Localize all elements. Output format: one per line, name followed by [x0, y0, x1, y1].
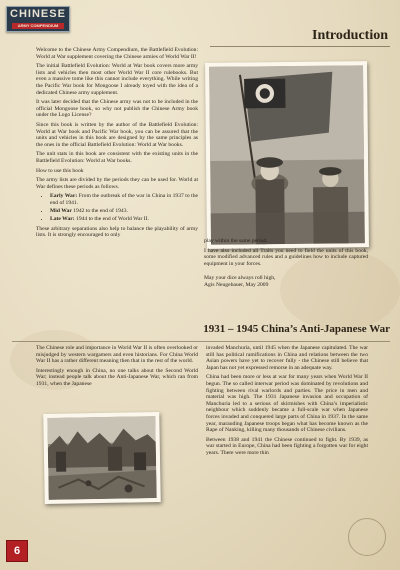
war-paragraph: invaded Manchuria, until 1945 when the Japanese capitulated. The war still has political ramifications in China and relations between the two Asian powers have yet to recover fully - the Chinese still believe that Japan has not yet expressed remorse in an adequate way. — [206, 345, 368, 371]
war-right-column — [206, 345, 368, 460]
intro-paragraph: These arbitrary separations also help to balance the playability of army lists. It is strongly encouraged to only — [36, 225, 198, 239]
intro-paragraph: play within the same period. — [204, 238, 268, 244]
intro-paragraph: Welcome to the Chinese Army Compendium, the Battlefield Evolution: World at War supplement covering the Chinese armies of World War II! — [36, 47, 198, 60]
flag-soldiers-image — [209, 65, 365, 245]
period-label: Early War: — [50, 193, 78, 200]
war-paragraph: Interestingly enough in China, no one talks about the Second World War; instead people talk about the Anti-Japanese War, which ran from 1931, when the Japanese — [36, 367, 198, 387]
war-paragraph: China had been more or less at war for many years when World War II begun. The so called interwar period was dominated by revolutions and fighting between rival warlords and parties. The price in men and material was high. The 1931 Japanese invasion and occupation of Manchuria led to a serious of skirmishes with China’s imperialistic neighbour which suddenly became a full-scale war when Japanese forces invaded and conquered large parts of China in 1937. In the same year, marauding Japanese troops began what has become known as the Rape of Nanking, killing many thousands of Chinese civilians. — [206, 374, 368, 434]
period-item — [50, 193, 198, 206]
period-label: Mid War — [50, 207, 72, 214]
period-text: 1944 to the end of World War II. — [76, 216, 149, 223]
war-left-column — [36, 345, 198, 391]
intro-paragraph: The unit stats in this book are consistent with the existing units in the Battlefield Evolution: World at War books. — [36, 151, 198, 164]
period-text: From the outbreak of the war in China in 1937 to the end of 1941. — [50, 193, 198, 206]
logo-title: CHINESE — [10, 8, 66, 20]
intro-left-column — [36, 47, 198, 242]
signoff-line: May your dice always roll high, — [204, 275, 276, 282]
period-label: Late War: — [50, 216, 75, 223]
ruined-city-image — [47, 416, 156, 500]
war-paragraph: Between 1938 and 1941 the Chinese continued to fight. By 1939, as war started in Europe, China had been fighting a forgotten war for eight years. There were more thin — [206, 436, 368, 456]
period-list — [36, 193, 198, 222]
intro-heading: Introduction — [312, 28, 388, 43]
page-number-badge: 6 — [6, 540, 28, 562]
intro-right-column — [204, 238, 368, 292]
subheading-how-to-use: How to use this book — [36, 167, 84, 174]
chinese-compendium-logo — [6, 6, 70, 32]
logo-subtitle: ARMY COMPENDIUM — [12, 23, 64, 29]
period-text: 1942 to the end of 1943. — [73, 207, 128, 214]
war-heading: 1931 – 1945 China’s Anti-Japanese War — [203, 323, 390, 335]
heading-rule — [12, 341, 390, 342]
compass-decoration — [348, 518, 386, 556]
flag-soldiers-photo — [205, 61, 369, 249]
signoff-author: Agis Neugebauer, May 2009 — [204, 281, 269, 288]
intro-paragraph: I have also included all Traits you need to field the units of this book, some modified advanced rules and a guidelines how to include captured equipment in your forces. — [204, 247, 368, 267]
intro-paragraph: It was later decided that the Chinese army was not to be included in the official Mongoose book, so why not publish the Chinese Army book under the Logo License? — [36, 99, 198, 119]
ruined-city-photo — [43, 412, 161, 504]
intro-paragraph: The army lists are divided by the periods they can be used for. World at War defines these periods as follows. — [36, 177, 198, 190]
period-item — [50, 208, 198, 215]
intro-paragraph: Since this book is written by the author of the Battlefield Evolution: World at War book and Pacific War book, you can be assured that the units and vehicles in this book are designed by the same principles as the ones in the official Battlefield Evolution: World at War books. — [36, 121, 198, 148]
heading-rule — [210, 46, 390, 47]
war-paragraph: The Chinese role and importance in World War II is often overlooked or misjudged by western wargamers and even historians. For China World War II has a rather different meaning then that in the rest of the world. — [36, 345, 198, 365]
intro-paragraph: The initial Battlefield Evolution: World at War book covers more army lists and vehicles then most other World War II core rulebooks. But even a massive tome like this cannot include everything. While writing the Pacific War book for Mongoose I already toyed with the idea of a dedicated Chinese army supplement. — [36, 63, 198, 96]
period-item — [50, 216, 198, 223]
